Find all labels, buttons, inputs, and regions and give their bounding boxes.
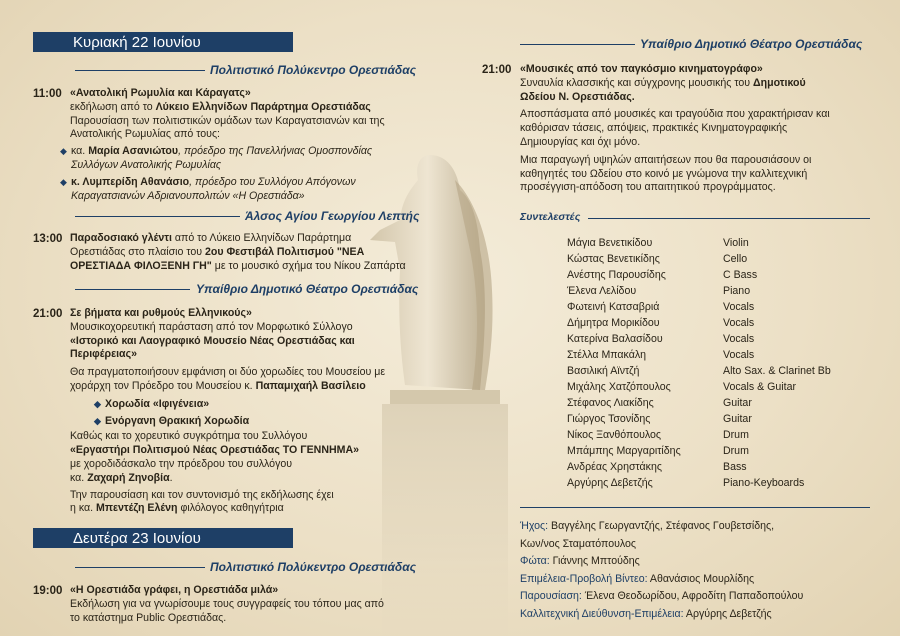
credits-title: Συντελεστές xyxy=(520,211,581,223)
divider xyxy=(588,218,870,219)
venue-heading: Πολιτιστικό Πολύκεντρο Ορεστιάδας xyxy=(210,63,417,77)
venue-heading: Πολιτιστικό Πολύκεντρο Ορεστιάδας xyxy=(210,560,417,574)
diamond-bullet-icon: ◆ xyxy=(60,177,67,187)
event-block: Παραδοσιακό γλέντι από το Λύκειο Ελληνίδων Παράρτημα Ορεστιάδας στο πλαίσιο του 2ου Φεστιβάλ Πολιτισμού "ΝΕΑ ΟΡΕΣΤΙΑΔΑ ΦΙΛΟΞΕΝΗ ΓΗ" με το μουσικό σχήμα του Νίκου Ζαπάρτα xyxy=(70,232,406,272)
credit-name: Κώστας Βενετικίδης xyxy=(567,253,660,265)
divider xyxy=(520,507,870,508)
credit-name: Ανέστης Παρουσίδης xyxy=(567,269,666,281)
credit-role: Violin xyxy=(723,237,749,249)
credit-role: Vocals xyxy=(723,349,755,361)
credit-role: Drum xyxy=(723,429,749,441)
credit-name: Βασιλική Αϊντζή xyxy=(567,365,640,377)
credit-role: Guitar xyxy=(723,413,752,425)
text-line: Ανατολικής Ρωμυλίας από τους: xyxy=(70,128,221,141)
credit-role: Alto Sax. & Clarinet Bb xyxy=(723,365,831,377)
speaker-item: ◆ κα. Μαρία Ασανιώτου, πρόεδρο της Πανελλήνιας Ομοσπονδίας Συλλόγων Ανατολικής Ρωμυλίας xyxy=(60,145,373,171)
credit-name: Φωτεινή Κατσαβριά xyxy=(567,301,660,313)
credit-name: Μάγια Βενετικίδου xyxy=(567,237,653,249)
credit-role: Cello xyxy=(723,253,748,265)
divider xyxy=(520,44,635,45)
event-time: 19:00 xyxy=(33,585,63,597)
venue-heading: Υπαίθριο Δημοτικό Θέατρο Ορεστιάδας xyxy=(640,37,863,51)
credit-name: Αργύρης Δεβετζής xyxy=(567,477,653,489)
divider xyxy=(75,216,240,217)
credit-role: Bass xyxy=(723,461,747,473)
event-block: «Μουσικές από τον παγκόσμιο κινηματογράφο» Συναυλία κλασσικής και σύγχρονης μουσικής του Δημοτικού Ωδείου Ν. Ορεστιάδας. Αποσπάσματα από μουσικές και τραγούδια που χαρακτήρισαν και καθόρισαν τάσεις, απόψεις, πρακτικές Κινηματογραφικής Δημιουργίας και όχι μόνο. Μια παραγωγή υψηλών απαιτήσεων που θα παρουσιάσουν οι καθηγητές του Ωδείου στο κοινό με γνώμονα την καλλιτεχνική προσέγγιση-απόδοση του απαιτητικού προγράμματος. xyxy=(520,63,830,194)
credit-name: Νίκος Ξανθόπουλος xyxy=(567,429,662,441)
event-time: 13:00 xyxy=(33,233,63,245)
credit-name: Δήμητρα Μορικίδου xyxy=(567,317,660,329)
day-header-sunday: Κυριακή 22 Ιουνίου xyxy=(33,32,293,52)
credit-role: Vocals xyxy=(723,317,755,329)
credit-role: Vocals & Guitar xyxy=(723,381,797,393)
credit-name: Κατερίνα Βαλασίδου xyxy=(567,333,663,345)
credit-role: Guitar xyxy=(723,397,752,409)
divider xyxy=(75,567,205,568)
credit-role: Drum xyxy=(723,445,749,457)
credit-role: Vocals xyxy=(723,333,755,345)
credit-role: Vocals xyxy=(723,301,755,313)
venue-heading: Υπαίθριο Δημοτικό Θέατρο Ορεστιάδας xyxy=(196,282,419,296)
credit-role: C Bass xyxy=(723,269,758,281)
credit-name: Γιώργος Τσονίδης xyxy=(567,413,651,425)
day-header-monday: Δευτέρα 23 Ιουνίου xyxy=(33,528,293,548)
credit-role: Piano xyxy=(723,285,751,297)
event-block: Σε βήματα και ρυθμούς Ελληνικούς» Μουσικοχορευτική παράσταση από τον Μορφωτικό Σύλλογο «Ιστορικό και Λαογραφικό Μουσείο Νέας Ορεστιάδας και Περιφέρειας» Θα πραγματοποιήσουν εμφάνιση οι δύο χορωδίες του Μουσείου με χοράρχη τον Πρόεδρο του Μουσείου κ. Παπαμιχαήλ Βασίλειο ◆ Χορωδία «Ιφιγένεια» ◆ Ενόργανη Θρακική Χορωδία Καθώς και το χορευτικό συγκρότημα του Συλλόγου «Εργαστήρι Πολιτισμού Νέας Ορεστιάδας ΤΟ ΓΕΝΝΗΜΑ» με χοροδιδάσκαλο την πρόεδρου του συλλόγου κα. Ζαχαρή Ζηνοβία. Την παρουσίαση και τον συντονισμό της εκδήλωσης έχει η κα. Μπεντέζη Ελένη φιλόλογος καθηγήτρια xyxy=(70,307,386,515)
credit-name: Μιχάλης Χατζόπουλος xyxy=(567,381,671,393)
text-line: Παρουσίαση των πολιτιστικών ομάδων των Καραγατσιανών και της xyxy=(70,114,385,127)
event-title: «Ανατολική Ρωμυλία και Κάραγατς» xyxy=(70,87,251,99)
credit-role: Piano-Keyboards xyxy=(723,477,805,489)
credit-name: Στέφανος Λιακίδης xyxy=(567,397,654,409)
event-time: 11:00 xyxy=(33,88,62,100)
venue-heading: Άλσος Αγίου Γεωργίου Λεπτής xyxy=(245,209,420,223)
divider xyxy=(75,70,205,71)
text-line: εκδήλωση από το Λύκειο Ελληνίδων Παράρτημα Ορεστιάδας xyxy=(70,100,371,113)
credit-name: Έλενα Λελίδου xyxy=(567,285,637,297)
credit-name: Μπάμπης Μαργαριτίδης xyxy=(567,445,681,457)
credit-name: Ανδρέας Χρηστάκης xyxy=(567,461,662,473)
diamond-bullet-icon: ◆ xyxy=(60,146,67,156)
event-block: «Η Ορεστιάδα γράφει, η Ορεστιάδα μιλά» Εκδήλωση για να γνωρίσουμε τους συγγραφείς του τόπου μας από το κατάστημα Public Ορεστιάδας. xyxy=(70,584,384,624)
credits-list xyxy=(567,235,867,495)
event-block xyxy=(70,87,440,142)
event-time: 21:00 xyxy=(482,64,512,76)
event-time: 21:00 xyxy=(33,308,63,320)
divider xyxy=(75,289,190,290)
speaker-item: ◆ κ. Λυμπερίδη Αθανάσιο, πρόεδρο του Συλλόγου Απόγονων Καραγατσιανών Αδριανουπολιτών «Η Ορεστιάδα» xyxy=(60,176,356,202)
diamond-bullet-icon: ◆ xyxy=(94,415,101,426)
production-credits: Ήχος: Βαγγέλης Γεωργαντζής, Στέφανος Γουβετσίδης, Κων/νος Σταματόπουλος Φώτα: Γιάννης Μπτούδης Επιμέλεια-Προβολή Βίντεο: Αθανάσιος Μουρλίδης Παρουσίαση: Έλενα Θεοδωρίδου, Αφροδίτη Παπαδοπούλου Καλλιτεχνική Διεύθυνση-Επιμέλεια: Αργύρης Δεβετζής xyxy=(520,520,804,620)
diamond-bullet-icon: ◆ xyxy=(94,398,101,409)
credit-name: Στέλλα Μπακάλη xyxy=(567,349,647,361)
